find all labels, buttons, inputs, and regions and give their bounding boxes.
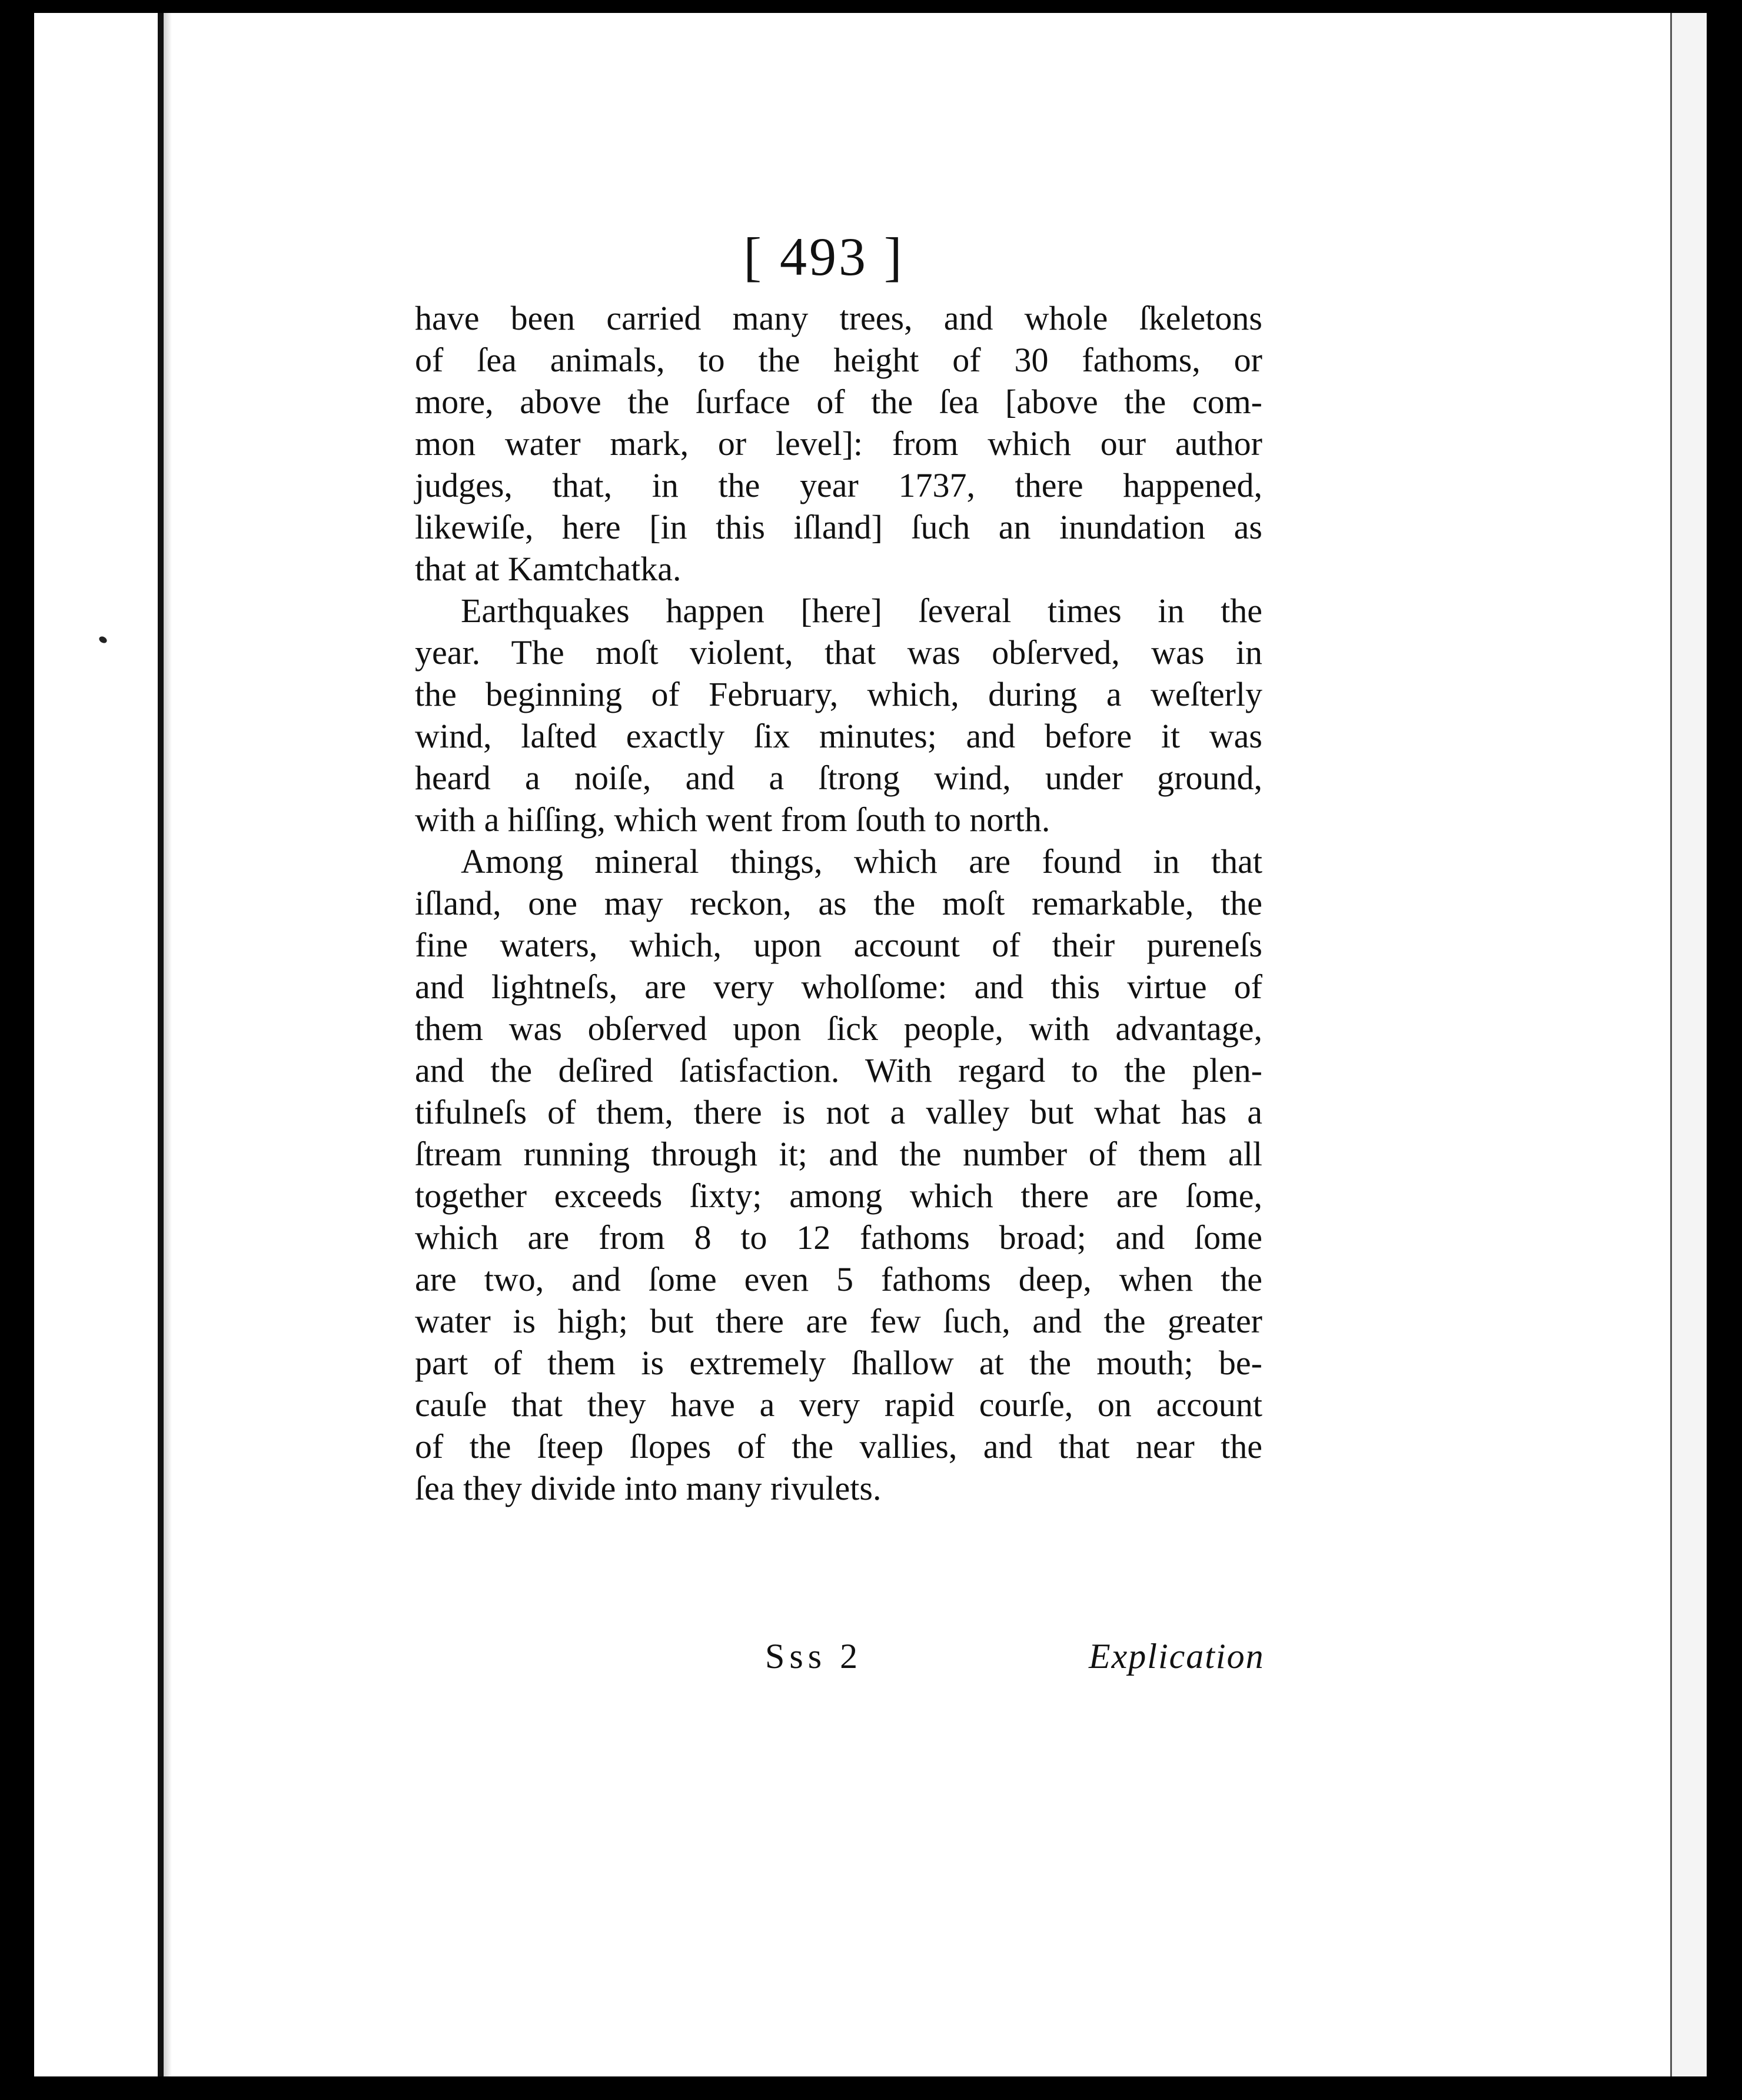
scan-border-right: [1707, 0, 1742, 2100]
text-line: and the deſired ſatisfaction. With regard to the plen-: [415, 1051, 1262, 1089]
text-line: ſea they divide into many rivulets.: [415, 1469, 882, 1507]
paragraph-3: [415, 840, 1262, 1509]
scan-border-bottom: [0, 2076, 1742, 2100]
text-line: heard a noiſe, and a ſtrong wind, under ground,: [415, 759, 1262, 797]
text-line: that at Kamtchatka.: [415, 550, 681, 588]
text-line: with a hiſſing, which went from ſouth to north.: [415, 800, 1050, 839]
text-line: Earthquakes happen [here] ſeveral times in the: [461, 592, 1262, 630]
text-line: together exceeds ſixty; among which there are ſome,: [415, 1177, 1262, 1215]
body-text: [415, 297, 1262, 1509]
text-line: them was obſerved upon ſick people, with advantage,: [415, 1009, 1262, 1048]
text-line: iſland, one may reckon, as the moſt remarkable, the: [415, 884, 1262, 922]
text-line: of the ſteep ſlopes of the vallies, and that near the: [415, 1427, 1262, 1466]
scan-border-top: [0, 0, 1742, 13]
scan-border-left: [0, 0, 34, 2100]
text-line: more, above the ſurface of the ſea [above the com-: [415, 383, 1262, 421]
text-line: mon water mark, or level]: from which our author: [415, 424, 1262, 463]
text-line: have been carried many trees, and whole ſkeletons: [415, 299, 1262, 337]
text-line: ſtream running through it; and the number of them all: [415, 1135, 1262, 1173]
text-line: fine waters, which, upon account of their pureneſs: [415, 926, 1262, 964]
text-line: wind, laſted exactly ſix minutes; and before it was: [415, 717, 1262, 755]
text-line: the beginning of February, which, during a weſterly: [415, 675, 1262, 713]
text-line: water is high; but there are few ſuch, and the greater: [415, 1302, 1262, 1340]
paragraph-1: [415, 297, 1262, 590]
text-line: of ſea animals, to the height of 30 fathoms, or: [415, 341, 1262, 379]
text-line: likewiſe, here [in this iſland] ſuch an inundation as: [415, 508, 1262, 546]
text-line: year. The moſt violent, that was obſerved, was in: [415, 633, 1262, 672]
text-line: which are from 8 to 12 fathoms broad; and ſome: [415, 1218, 1262, 1257]
paragraph-2: [415, 590, 1262, 840]
text-line: part of them is extremely ſhallow at the mouth; be-: [415, 1344, 1262, 1382]
page-edge-right: [1670, 13, 1708, 2076]
text-line: tifulneſs of them, there is not a valley but what has a: [415, 1093, 1262, 1131]
ink-speck: [98, 635, 108, 644]
text-line: cauſe that they have a very rapid courſe, on account: [415, 1385, 1262, 1424]
page-fold-line: [158, 13, 164, 2076]
page-number: [ 493 ]: [743, 227, 905, 287]
signature-mark: Sss 2: [765, 1637, 863, 1676]
page-fold-shadow: [164, 13, 172, 2076]
catchword: Explication: [1089, 1637, 1265, 1676]
text-line: and lightneſs, are very wholſome: and this virtue of: [415, 968, 1262, 1006]
text-line: are two, and ſome even 5 fathoms deep, when the: [415, 1260, 1262, 1298]
text-line: Among mineral things, which are found in that: [461, 842, 1262, 880]
text-line: judges, that, in the year 1737, there happened,: [415, 466, 1262, 504]
